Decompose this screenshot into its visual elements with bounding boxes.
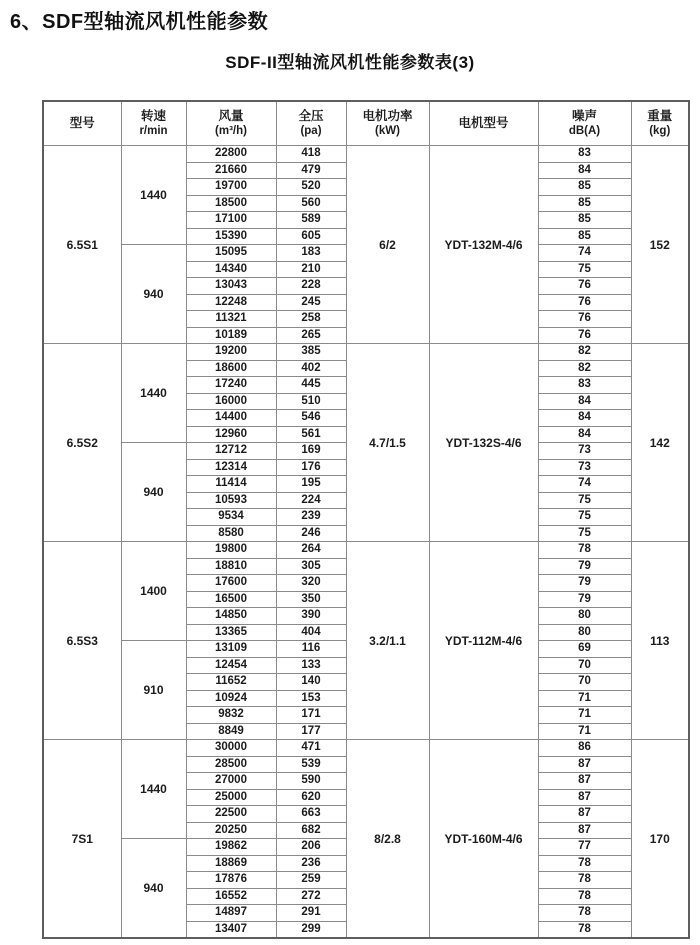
noise-cell: 85	[538, 179, 631, 196]
noise-cell: 87	[538, 756, 631, 773]
motor-cell: YDT-112M-4/6	[429, 542, 538, 740]
pressure-cell: 305	[276, 558, 346, 575]
header-motor-label: 电机型号	[458, 116, 509, 131]
airflow-cell: 18500	[186, 195, 276, 212]
airflow-cell: 10924	[186, 690, 276, 707]
header-airflow-unit: (m³/h)	[215, 125, 247, 138]
noise-cell: 87	[538, 806, 631, 823]
pressure-cell: 272	[276, 888, 346, 905]
table-row	[43, 740, 689, 757]
airflow-cell: 15390	[186, 228, 276, 245]
header-noise-label: 噪声	[571, 108, 597, 123]
airflow-cell: 28500	[186, 756, 276, 773]
weight-cell: 170	[631, 740, 689, 939]
motor-cell: YDT-132M-4/6	[429, 146, 538, 344]
weight-cell: 113	[631, 542, 689, 740]
noise-cell: 84	[538, 162, 631, 179]
header-row	[43, 101, 689, 146]
noise-cell: 75	[538, 525, 631, 542]
header-pressure-unit: (pa)	[300, 125, 322, 138]
header-weight-unit: (kg)	[649, 125, 671, 138]
pressure-cell: 265	[276, 327, 346, 344]
power-cell: 8/2.8	[346, 740, 429, 939]
pressure-cell: 259	[276, 872, 346, 889]
airflow-cell: 17876	[186, 872, 276, 889]
pressure-cell: 239	[276, 509, 346, 526]
pressure-cell: 520	[276, 179, 346, 196]
noise-cell: 76	[538, 311, 631, 328]
header-power-unit: (kW)	[375, 125, 400, 138]
motor-cell: YDT-132S-4/6	[429, 344, 538, 542]
airflow-cell: 21660	[186, 162, 276, 179]
pressure-cell: 390	[276, 608, 346, 625]
airflow-cell: 8580	[186, 525, 276, 542]
header-power	[346, 101, 429, 146]
airflow-cell: 22500	[186, 806, 276, 823]
noise-cell: 83	[538, 146, 631, 163]
header-noise	[538, 101, 631, 146]
pressure-cell: 236	[276, 855, 346, 872]
airflow-cell: 12314	[186, 459, 276, 476]
pressure-cell: 291	[276, 905, 346, 922]
header-model	[43, 101, 121, 146]
pressure-cell: 350	[276, 591, 346, 608]
noise-cell: 73	[538, 459, 631, 476]
header-weight	[631, 101, 689, 146]
noise-cell: 79	[538, 575, 631, 592]
pressure-cell: 320	[276, 575, 346, 592]
pressure-cell: 510	[276, 393, 346, 410]
airflow-cell: 18810	[186, 558, 276, 575]
pressure-cell: 246	[276, 525, 346, 542]
noise-cell: 79	[538, 591, 631, 608]
airflow-cell: 10189	[186, 327, 276, 344]
noise-cell: 75	[538, 509, 631, 526]
pressure-cell: 206	[276, 839, 346, 856]
airflow-cell: 8849	[186, 723, 276, 740]
speed-cell: 940	[121, 839, 186, 939]
header-weight-label: 重量	[647, 108, 673, 123]
airflow-cell: 12712	[186, 443, 276, 460]
pressure-cell: 183	[276, 245, 346, 262]
airflow-cell: 16500	[186, 591, 276, 608]
pressure-cell: 546	[276, 410, 346, 427]
airflow-cell: 9534	[186, 509, 276, 526]
table-body	[43, 146, 689, 939]
pressure-cell: 404	[276, 624, 346, 641]
pressure-cell: 663	[276, 806, 346, 823]
header-motor	[429, 101, 538, 146]
noise-cell: 86	[538, 740, 631, 757]
power-cell: 4.7/1.5	[346, 344, 429, 542]
pressure-cell: 471	[276, 740, 346, 757]
pressure-cell: 169	[276, 443, 346, 460]
airflow-cell: 16552	[186, 888, 276, 905]
airflow-cell: 12960	[186, 426, 276, 443]
speed-cell: 1440	[121, 146, 186, 245]
model-cell: 7S1	[43, 740, 121, 939]
noise-cell: 80	[538, 624, 631, 641]
airflow-cell: 10593	[186, 492, 276, 509]
noise-cell: 71	[538, 690, 631, 707]
speed-cell: 910	[121, 641, 186, 740]
airflow-cell: 11321	[186, 311, 276, 328]
pressure-cell: 264	[276, 542, 346, 559]
noise-cell: 76	[538, 278, 631, 295]
header-power-label: 电机功率	[362, 108, 413, 123]
speed-cell: 1440	[121, 344, 186, 443]
noise-cell: 78	[538, 905, 631, 922]
airflow-cell: 13043	[186, 278, 276, 295]
airflow-cell: 19862	[186, 839, 276, 856]
noise-cell: 87	[538, 789, 631, 806]
noise-cell: 82	[538, 360, 631, 377]
pressure-cell: 171	[276, 707, 346, 724]
noise-cell: 70	[538, 657, 631, 674]
noise-cell: 69	[538, 641, 631, 658]
pressure-cell: 620	[276, 789, 346, 806]
model-cell: 6.5S2	[43, 344, 121, 542]
noise-cell: 77	[538, 839, 631, 856]
motor-cell: YDT-160M-4/6	[429, 740, 538, 939]
noise-cell: 84	[538, 426, 631, 443]
pressure-cell: 228	[276, 278, 346, 295]
noise-cell: 87	[538, 773, 631, 790]
pressure-cell: 590	[276, 773, 346, 790]
speed-cell: 1440	[121, 740, 186, 839]
weight-cell: 142	[631, 344, 689, 542]
header-speed	[121, 101, 186, 146]
noise-cell: 84	[538, 393, 631, 410]
pressure-cell: 258	[276, 311, 346, 328]
airflow-cell: 14340	[186, 261, 276, 278]
noise-cell: 78	[538, 921, 631, 938]
weight-cell: 152	[631, 146, 689, 344]
pressure-cell: 560	[276, 195, 346, 212]
noise-cell: 78	[538, 872, 631, 889]
airflow-cell: 13109	[186, 641, 276, 658]
pressure-cell: 385	[276, 344, 346, 361]
speed-cell: 940	[121, 245, 186, 344]
header-model-label: 型号	[69, 116, 95, 131]
airflow-cell: 14897	[186, 905, 276, 922]
noise-cell: 85	[538, 195, 631, 212]
airflow-cell: 15095	[186, 245, 276, 262]
table-header	[43, 101, 689, 146]
airflow-cell: 12248	[186, 294, 276, 311]
header-airflow-label: 风量	[218, 108, 244, 123]
noise-cell: 79	[538, 558, 631, 575]
airflow-cell: 25000	[186, 789, 276, 806]
noise-cell: 75	[538, 261, 631, 278]
pressure-cell: 402	[276, 360, 346, 377]
airflow-cell: 13407	[186, 921, 276, 938]
noise-cell: 74	[538, 476, 631, 493]
airflow-cell: 17600	[186, 575, 276, 592]
airflow-cell: 18600	[186, 360, 276, 377]
noise-cell: 75	[538, 492, 631, 509]
header-pressure-label: 全压	[298, 108, 324, 123]
airflow-cell: 20250	[186, 822, 276, 839]
pressure-cell: 140	[276, 674, 346, 691]
noise-cell: 70	[538, 674, 631, 691]
pressure-cell: 479	[276, 162, 346, 179]
noise-cell: 80	[538, 608, 631, 625]
table-title: SDF-II型轴流风机性能参数表(3)	[225, 53, 475, 72]
speed-cell: 1400	[121, 542, 186, 641]
pressure-cell: 195	[276, 476, 346, 493]
pressure-cell: 116	[276, 641, 346, 658]
airflow-cell: 27000	[186, 773, 276, 790]
noise-cell: 83	[538, 377, 631, 394]
noise-cell: 85	[538, 212, 631, 229]
pressure-cell: 299	[276, 921, 346, 938]
page-title: 6、SDF型轴流风机性能参数	[10, 11, 269, 33]
pressure-cell: 589	[276, 212, 346, 229]
noise-cell: 85	[538, 228, 631, 245]
airflow-cell: 19700	[186, 179, 276, 196]
pressure-cell: 210	[276, 261, 346, 278]
model-cell: 6.5S3	[43, 542, 121, 740]
airflow-cell: 9832	[186, 707, 276, 724]
header-noise-unit: dB(A)	[568, 125, 601, 138]
pressure-cell: 605	[276, 228, 346, 245]
pressure-cell: 245	[276, 294, 346, 311]
airflow-cell: 30000	[186, 740, 276, 757]
speed-cell: 940	[121, 443, 186, 542]
noise-cell: 76	[538, 327, 631, 344]
table-row	[43, 146, 689, 163]
pressure-cell: 224	[276, 492, 346, 509]
noise-cell: 78	[538, 855, 631, 872]
airflow-cell: 22800	[186, 146, 276, 163]
pressure-cell: 133	[276, 657, 346, 674]
header-speed-unit: r/min	[139, 125, 168, 138]
noise-cell: 73	[538, 443, 631, 460]
pressure-cell: 539	[276, 756, 346, 773]
airflow-cell: 13365	[186, 624, 276, 641]
pressure-cell: 561	[276, 426, 346, 443]
noise-cell: 84	[538, 410, 631, 427]
header-pressure	[276, 101, 346, 146]
airflow-cell: 16000	[186, 393, 276, 410]
noise-cell: 76	[538, 294, 631, 311]
airflow-cell: 11652	[186, 674, 276, 691]
pressure-cell: 177	[276, 723, 346, 740]
power-cell: 3.2/1.1	[346, 542, 429, 740]
pressure-cell: 682	[276, 822, 346, 839]
airflow-cell: 18869	[186, 855, 276, 872]
noise-cell: 82	[538, 344, 631, 361]
airflow-cell: 17100	[186, 212, 276, 229]
airflow-cell: 17240	[186, 377, 276, 394]
performance-table	[42, 100, 690, 939]
power-cell: 6/2	[346, 146, 429, 344]
noise-cell: 71	[538, 723, 631, 740]
noise-cell: 87	[538, 822, 631, 839]
table-row	[43, 542, 689, 559]
airflow-cell: 14850	[186, 608, 276, 625]
header-speed-label: 转速	[140, 108, 166, 123]
pressure-cell: 445	[276, 377, 346, 394]
pressure-cell: 153	[276, 690, 346, 707]
noise-cell: 71	[538, 707, 631, 724]
airflow-cell: 14400	[186, 410, 276, 427]
pressure-cell: 418	[276, 146, 346, 163]
pressure-cell: 176	[276, 459, 346, 476]
model-cell: 6.5S1	[43, 146, 121, 344]
airflow-cell: 19800	[186, 542, 276, 559]
airflow-cell: 19200	[186, 344, 276, 361]
noise-cell: 78	[538, 888, 631, 905]
table-row	[43, 344, 689, 361]
header-airflow	[186, 101, 276, 146]
airflow-cell: 12454	[186, 657, 276, 674]
airflow-cell: 11414	[186, 476, 276, 493]
noise-cell: 74	[538, 245, 631, 262]
noise-cell: 78	[538, 542, 631, 559]
